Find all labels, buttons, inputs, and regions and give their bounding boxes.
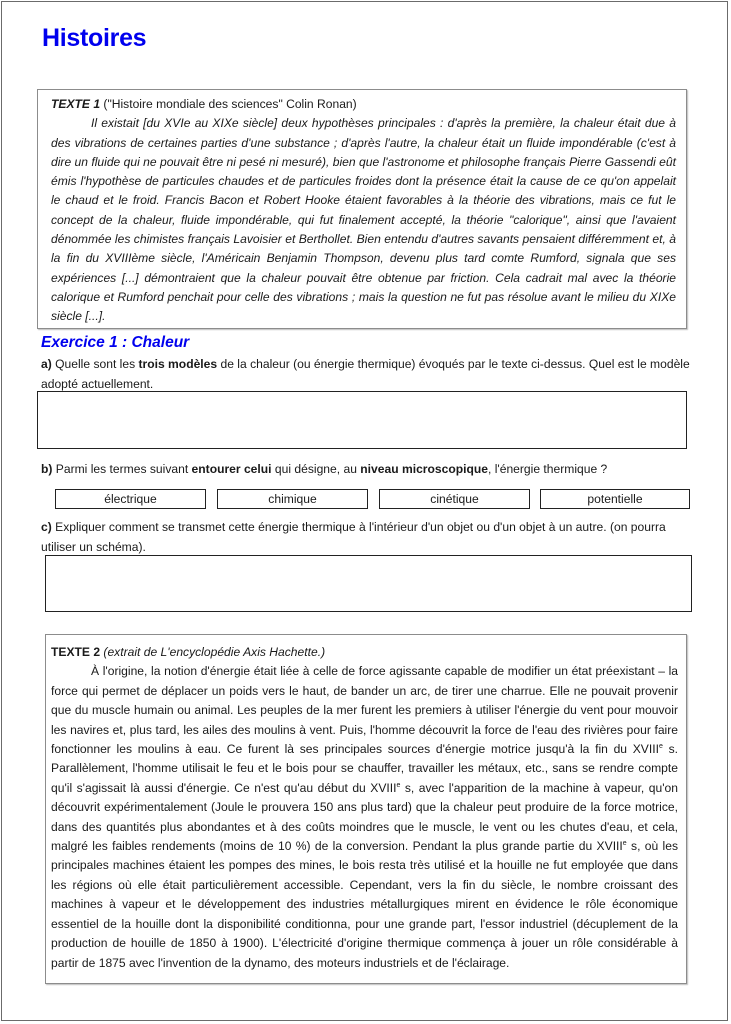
century-superscript: e — [396, 781, 401, 789]
answer-box-c[interactable] — [45, 555, 692, 612]
texte2-body-part: s, où les principales machines étaient les pompes des mines, le bois resta très utilisé et la houille ne fut employée que dans les régions où elle était particulièrement accessible. Cependant, vers la fin du siècle, le nombre croissant des machines à vapeur et le développement des industries métallurgiques mirent en évidence le rôle économique essentiel de la houille dont la disponibilité conditionna, pour une grande part, l'essor industriel (décuplement de la production de houille de 1850 à 1900). L'électricité d'origine thermique commença à jouer un rôle considérable à partir de 1875 avec l'invention de la dynamo, des moteurs industriels et de l'éclairage. — [51, 839, 678, 970]
question-b-text-3: , l'énergie thermique ? — [488, 462, 608, 476]
texte1-content — [51, 95, 676, 327]
question-b-emphasis-1: entourer celui — [191, 462, 272, 476]
century-superscript: e — [622, 840, 627, 848]
texte1-body: Il existait [du XVIe au XIXe siècle] deux hypothèses principales : d'après la première, la chaleur était due à des vibrations de certaines parties d'une substance ; d'après l'autre, la chaleur était un fluide impondérable (c'est à dire un fluide qui ne pouvait être ni pesé ni mesuré), bien que l'astronome et philosophe français Pierre Gassendi eût émis l'hypothèse de particules chaudes et de particules froides dont la présence était la cause de ce qu'on appelait le chaud et le froid. Francis Bacon et Robert Hooke étaient favorables à la théorie des vibrations, mais ce fut le concept de la chaleur, fluide impondérable, qui fut finalement accepté, la théorie "calorique", ainsi que l'avaient dénommée les chimistes français Lavoisier et Berthollet. Bien entendu d'autres savants pensaient différemment et, à la fin du XVIIIème siècle, l'Américain Benjamin Thompson, devenu plus tard comte Rumford, signala que ses expériences [...] démontraient que la chaleur pouvait être obtenue par friction. Cela cadrait mal avec la théorie calorique et Rumford penchait pour celle des vibrations ; mais la question ne fut pas résolue avant le milieu du XIXe siècle [...]. — [51, 116, 676, 324]
choice-cinetique[interactable]: cinétique — [379, 489, 530, 509]
question-a — [41, 355, 696, 394]
page-title: Histoires — [42, 24, 147, 52]
question-a-emphasis: trois modèles — [138, 357, 218, 371]
question-b-label: b) — [41, 462, 53, 476]
texte2-box — [45, 634, 687, 984]
question-b — [41, 460, 701, 480]
texte2-body-part: À l'origine, la notion d'énergie était liée à celle de force agissante capable de modifier un état préexistant – la force qui permet de déplacer un poids vers le haut, de bander un arc, de tirer une charrue. Elle ne pouvait provenir que du muscle humain ou animal. Les peuples de la mer furent les premiers à utiliser l'énergie du vent pour mouvoir les navires et, plus tard, les ailes des moulins à vent. Puis, l'homme découvrit la force de l'eau des rivières pour faire fonctionner les moulins à eau. Ce furent là ses principales sources d'énergie motrice jusqu'à la fin du XVIII — [51, 664, 678, 757]
texte1-source — [51, 95, 676, 114]
document-page — [1, 1, 728, 1021]
question-a-text: Quelle sont les — [51, 357, 139, 371]
question-c — [41, 518, 701, 557]
choice-potentielle[interactable]: potentielle — [540, 489, 690, 509]
question-a-text-end: de la chaleur (ou énergie thermique) évoqués par le texte ci-dessus. Quel est le modèle adopté actuellement. — [41, 357, 690, 391]
texte2-citation: (extrait de L'encyclopédie Axis Hachette.) — [100, 645, 326, 659]
texte1-box — [37, 89, 687, 329]
exercise-title: Exercice 1 : Chaleur — [41, 334, 190, 351]
question-b-emphasis-2: niveau microscopique — [360, 462, 488, 476]
question-a-label: a) — [41, 357, 52, 371]
texte2-body — [51, 662, 678, 973]
choice-chimique[interactable]: chimique — [217, 489, 368, 509]
texte2-source — [51, 643, 678, 662]
question-b-text: Parmi les termes suivant — [52, 462, 192, 476]
texte2-label: TEXTE 2 — [51, 645, 101, 659]
texte1-label: TEXTE 1 — [51, 97, 101, 111]
choice-electrique[interactable]: électrique — [55, 489, 206, 509]
texte1-citation: ("Histoire mondiale des sciences" Colin Ronan) — [100, 97, 357, 111]
texte2-body-part: s, avec l'apparition de la machine à vapeur, qu'on découvrit expérimentalement (Joule le prouvera 150 ans plus tard) que la chaleur peut produire de la force motrice, dans des quantités plus abondantes et à des coûts moindres que le muscle, le vent ou les chutes d'eau, et cela, malgré les faibles rendements (moins de 10 %) de la conversion. Pendant la plus grande partie du XVIII — [51, 780, 678, 854]
texte2-content — [51, 643, 678, 973]
question-c-text: Expliquer comment se transmet cette énergie thermique à l'intérieur d'un objet ou d'un objet à un autre. (on pourra utiliser un schéma). — [41, 520, 666, 554]
century-superscript: e — [658, 743, 663, 750]
question-c-label: c) — [41, 520, 52, 534]
answer-box-a[interactable] — [37, 391, 687, 449]
question-b-text-2: qui désigne, au — [271, 462, 361, 476]
texte2-body-part: s. Parallèlement, l'homme utilisait le feu et le bois pour se chauffer, travailler les métaux, etc., sans se rendre compte qu'il s'agissait là aussi d'énergie. Ce n'est qu'au début du XVIII — [51, 742, 678, 795]
